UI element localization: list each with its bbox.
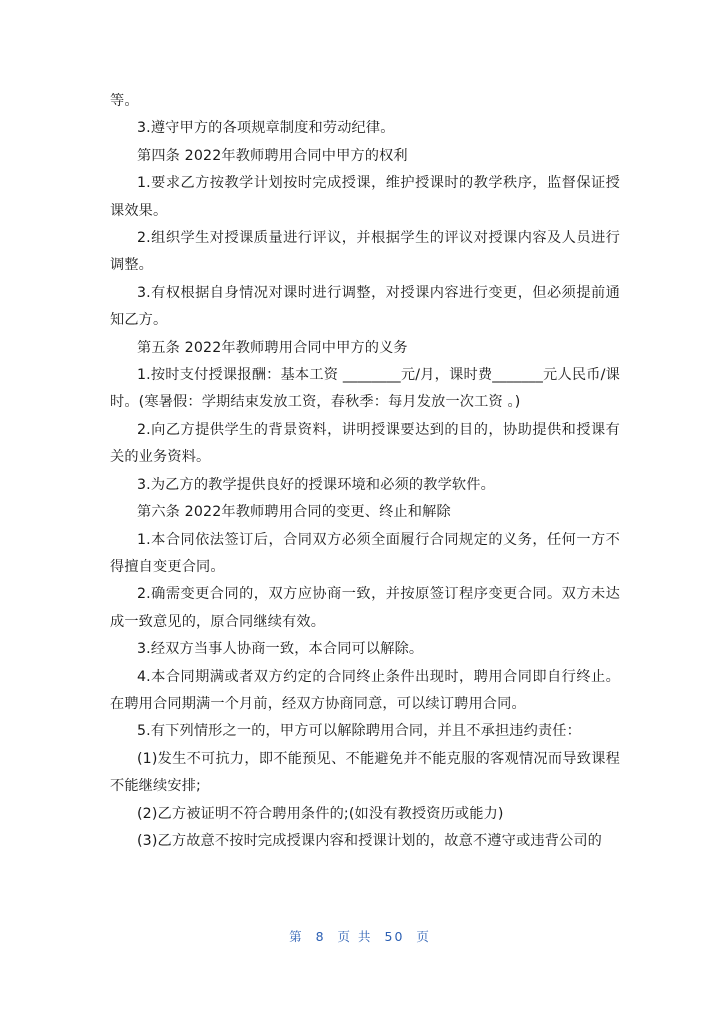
paragraph: 3.遵守甲方的各项规章制度和劳动纪律。 bbox=[137, 120, 395, 137]
paragraph: 1.本合同依法签订后，合同双方必须全面履行合同规定的义务，任何一方不得擅自变更合同。 bbox=[110, 531, 620, 575]
paragraph: 等。 bbox=[110, 93, 139, 109]
paragraph: 2.向乙方提供学生的背景资料，讲明授课要达到的目的，协助提供和授课有关的业务资料。 bbox=[110, 421, 620, 466]
paragraph: (2)乙方被证明不符合聘用条件的;(如没有教授资历或能力) bbox=[137, 805, 504, 822]
body-text bbox=[110, 88, 620, 855]
paragraph: 3.为乙方的教学提供良好的授课环境和必须的教学软件。 bbox=[137, 476, 495, 493]
paragraph: 3.有权根据自身情况对课时进行调整，对授课内容进行变更，但必须提前通知乙方。 bbox=[110, 284, 620, 329]
paragraph: 5.有下列情形之一的，甲方可以解除聘用合同，并且不承担违约责任： bbox=[137, 723, 581, 740]
footer-total-pages: 50 bbox=[384, 929, 405, 944]
section-heading: 第六条 2022年教师聘用合同的变更、终止和解除 bbox=[137, 504, 451, 521]
paragraph: 2.组织学生对授课质量进行评议，并根据学生的评议对授课内容及人员进行调整。 bbox=[110, 230, 620, 274]
footer-suffix: 页 bbox=[416, 929, 431, 944]
paragraph: 3.经双方当事人协商一致，本合同可以解除。 bbox=[137, 641, 424, 658]
paragraph: 1.要求乙方按教学计划按时完成授课，维护授课时的教学秩序，监督保证授课效果。 bbox=[110, 175, 620, 219]
section-heading: 第四条 2022年教师聘用合同中甲方的权利 bbox=[137, 147, 408, 164]
paragraph: (3)乙方故意不按时完成授课内容和授课计划的，故意不遵守或违背公司的 bbox=[137, 832, 603, 849]
section-heading: 第五条 2022年教师聘用合同中甲方的义务 bbox=[137, 339, 408, 356]
paragraph: (1)发生不可抗力，即不能预见、不能避免并不能克服的客观情况而导致课程不能继续安排; bbox=[110, 750, 620, 795]
footer-middle: 页 共 bbox=[337, 929, 373, 944]
page-footer bbox=[0, 927, 720, 945]
footer-prefix: 第 bbox=[289, 929, 304, 944]
footer-page-number: 8 bbox=[315, 929, 326, 944]
paragraph: 2.确需变更合同的，双方应协商一致，并按原签订程序变更合同。双方未达成一致意见的，原合同继续有效。 bbox=[110, 586, 620, 630]
paragraph: 1.按时支付授课报酬：基本工资 ________元/月，课时费_______元人民币/课时。(寒暑假：学期结束发放工资，春秋季：每月发放一次工资 。) bbox=[110, 367, 620, 411]
paragraph: 4.本合同期满或者双方约定的合同终止条件出现时，聘用合同即自行终止。在聘用合同期满一个月前，经双方协商同意，可以续订聘用合同。 bbox=[110, 668, 620, 712]
